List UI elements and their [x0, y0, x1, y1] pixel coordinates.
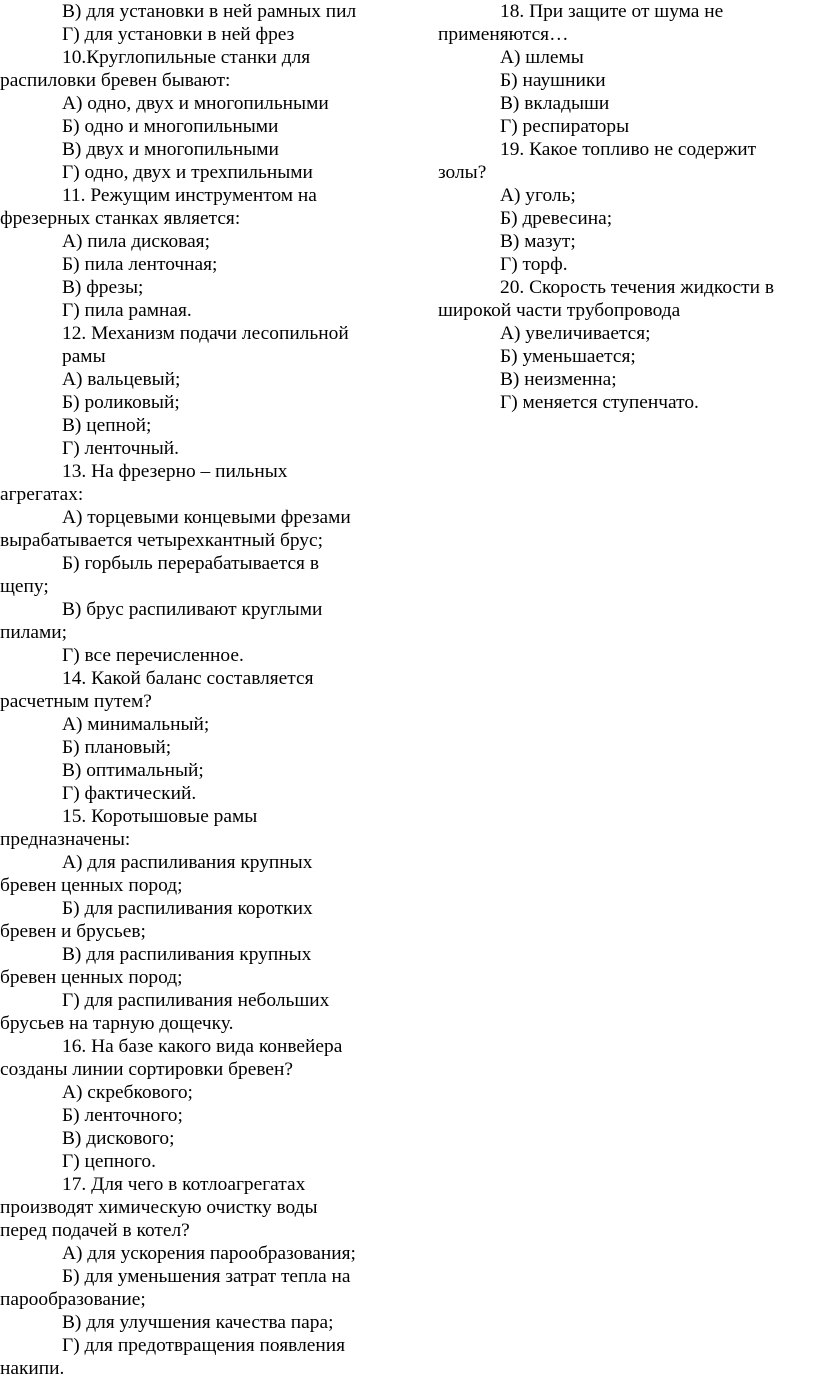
text-line: Г) ленточный.	[62, 438, 179, 459]
text-line: А) уголь;	[500, 185, 576, 206]
text-line: А) скребкового;	[62, 1082, 193, 1103]
text-line: пилами;	[0, 622, 68, 643]
text-line: 14. Какой баланс составляется	[62, 668, 314, 689]
text-line: бревен ценных пород;	[0, 967, 183, 988]
text-line: А) минимальный;	[62, 714, 210, 735]
text-line: щепу;	[0, 576, 49, 597]
text-line: В) двух и многопильными	[62, 139, 279, 160]
text-line: Г) торф.	[500, 254, 568, 275]
text-line: созданы линии сортировки бревен?	[0, 1059, 293, 1080]
text-line: брусьев на тарную дощечку.	[0, 1013, 234, 1034]
text-line: Г) меняется ступенчато.	[500, 392, 699, 413]
text-line: Г) одно, двух и трехпильными	[62, 162, 313, 183]
text-line: рамы	[62, 346, 106, 367]
text-line: В) брус распиливают круглыми	[62, 599, 323, 620]
text-line: Б) для уменьшения затрат тепла на	[62, 1266, 351, 1287]
text-line: агрегатах:	[0, 484, 84, 505]
text-line: Б) одно и многопильными	[62, 116, 279, 137]
text-line: бревен и брусьев;	[0, 921, 146, 942]
text-line: Г) цепного.	[62, 1151, 156, 1172]
text-line: 16. На базе какого вида конвейера	[62, 1036, 343, 1057]
text-line: Б) древесина;	[500, 208, 613, 229]
text-line: Г) для установки в ней фрез	[62, 24, 295, 45]
text-line: 11. Режущим инструментом на	[62, 185, 317, 206]
text-line: А) вальцевый;	[62, 369, 181, 390]
text-line: 18. При защите от шума не	[500, 1, 724, 22]
text-line: применяются…	[438, 24, 569, 45]
text-line: бревен ценных пород;	[0, 875, 183, 896]
text-line: перед подачей в котел?	[0, 1220, 190, 1241]
text-line: золы?	[438, 162, 487, 183]
text-line: В) дискового;	[62, 1128, 175, 1149]
text-line: Г) респираторы	[500, 116, 630, 137]
text-line: В) для установки в ней рамных пил	[62, 1, 357, 22]
text-line: В) вкладыши	[500, 93, 610, 114]
text-line: накипи.	[0, 1358, 65, 1379]
text-line: фрезерных станках является:	[0, 208, 241, 229]
text-line: А) для распиливания крупных	[62, 852, 313, 873]
text-line: Г) для распиливания небольших	[62, 990, 330, 1011]
text-line: 17. Для чего в котлоагрегатах	[62, 1174, 306, 1195]
text-line: Б) плановый;	[62, 737, 172, 758]
text-line: А) шлемы	[500, 47, 584, 68]
text-line: Б) роликовый;	[62, 392, 180, 413]
text-line: А) увеличивается;	[500, 323, 651, 344]
text-line: 15. Коротышовые рамы	[62, 806, 258, 827]
text-line: Б) пила ленточная;	[62, 254, 218, 275]
right-column	[438, 0, 810, 414]
text-line: широкой части трубопровода	[438, 300, 681, 321]
text-line: В) фрезы;	[62, 277, 144, 298]
text-line: Б) ленточного;	[62, 1105, 183, 1126]
text-line: 13. На фрезерно – пильных	[62, 461, 288, 482]
text-line: В) для улучшения качества пара;	[62, 1312, 334, 1333]
text-line: Б) горбыль перерабатывается в	[62, 553, 319, 574]
text-line: Б) уменьшается;	[500, 346, 636, 367]
text-line: Г) для предотвращения появления	[62, 1335, 346, 1356]
text-line: парообразование;	[0, 1289, 146, 1310]
text-line: Б) для распиливания коротких	[62, 898, 313, 919]
text-line: 19. Какое топливо не содержит	[500, 139, 757, 160]
text-line: Г) все перечисленное.	[62, 645, 244, 666]
text-line: В) цепной;	[62, 415, 152, 436]
text-line: предназначены:	[0, 829, 131, 850]
text-line: распиловки бревен бывают:	[0, 70, 231, 91]
text-line: А) пила дисковая;	[62, 231, 210, 252]
text-line: вырабатывается четырехкантный брус;	[0, 530, 323, 551]
text-line: В) мазут;	[500, 231, 576, 252]
text-line: В) для распиливания крупных	[62, 944, 312, 965]
text-line: А) торцевыми концевыми фрезами	[62, 507, 351, 528]
text-line: А) для ускорения парообразования;	[62, 1243, 356, 1264]
text-line: В) оптимальный;	[62, 760, 204, 781]
text-line: Г) фактический.	[62, 783, 197, 804]
text-line: производят химическую очистку воды	[0, 1197, 318, 1218]
text-line: В) неизменна;	[500, 369, 617, 390]
text-line: 20. Скорость течения жидкости в	[500, 277, 774, 298]
text-line: Б) наушники	[500, 70, 606, 91]
text-line: расчетным путем?	[0, 691, 152, 712]
text-line: 10.Круглопильные станки для	[62, 47, 311, 68]
text-line: А) одно, двух и многопильными	[62, 93, 329, 114]
text-line: 12. Механизм подачи лесопильной	[62, 323, 349, 344]
text-line: Г) пила рамная.	[62, 300, 192, 321]
